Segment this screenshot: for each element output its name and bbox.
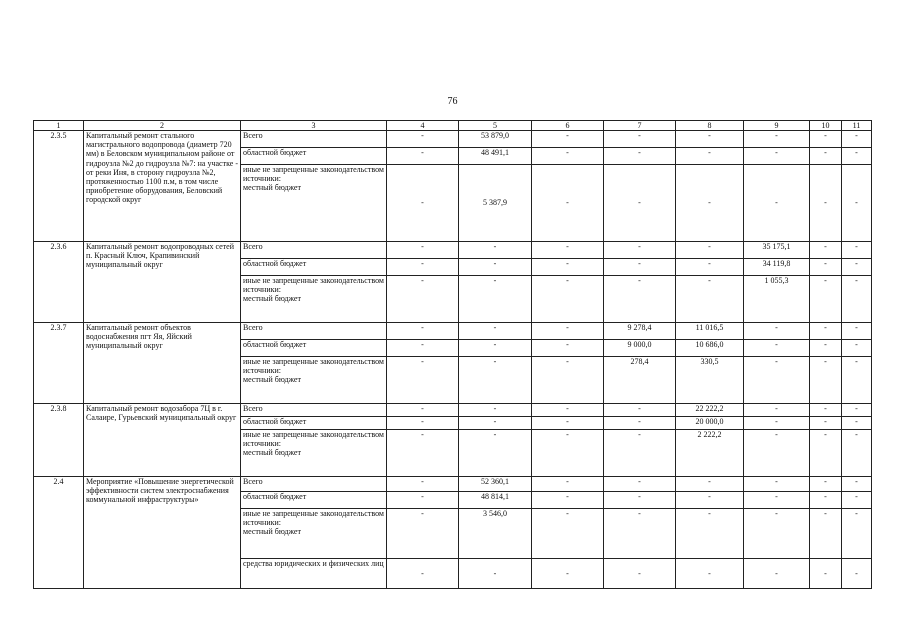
value-cell: - <box>810 242 842 259</box>
value-cell: - <box>604 276 676 323</box>
value-cell: - <box>387 357 459 404</box>
value-cell: - <box>387 509 459 559</box>
value-cell: - <box>387 340 459 357</box>
value-cell: - <box>459 417 532 430</box>
funding-source: иные не запрещенные законодательством источники: местный бюджет <box>241 165 387 242</box>
column-number: 8 <box>676 121 744 131</box>
value-cell: - <box>459 340 532 357</box>
column-number: 11 <box>842 121 872 131</box>
value-cell: - <box>676 509 744 559</box>
value-cell: - <box>459 323 532 340</box>
value-cell: - <box>744 323 810 340</box>
item-code: 2.3.6 <box>34 242 84 323</box>
value-cell: 278,4 <box>604 357 676 404</box>
funding-source: иные не запрещенные законодательством источники: местный бюджет <box>241 276 387 323</box>
value-cell: - <box>842 131 872 148</box>
value-cell: - <box>387 131 459 148</box>
value-cell: - <box>532 148 604 165</box>
funding-source: областной бюджет <box>241 417 387 430</box>
value-cell: - <box>532 357 604 404</box>
value-cell: 52 360,1 <box>459 477 532 492</box>
value-cell: - <box>532 131 604 148</box>
table-row <box>34 404 872 417</box>
item-description: Капитальный ремонт объектов водоснабжения пгт Яя, Яйский муниципальный округ <box>84 323 241 404</box>
value-cell: - <box>810 259 842 276</box>
value-cell: - <box>676 276 744 323</box>
value-cell: - <box>532 242 604 259</box>
value-cell: - <box>604 404 676 417</box>
value-cell: 3 546,0 <box>459 509 532 559</box>
value-cell: - <box>459 357 532 404</box>
value-cell: 5 387,9 <box>459 165 532 242</box>
budget-table <box>33 120 872 589</box>
value-cell: - <box>676 148 744 165</box>
table-body <box>34 131 872 589</box>
value-cell: - <box>810 430 842 477</box>
value-cell: - <box>842 242 872 259</box>
value-cell: - <box>387 165 459 242</box>
item-code: 2.3.7 <box>34 323 84 404</box>
value-cell: - <box>744 430 810 477</box>
value-cell: - <box>387 276 459 323</box>
value-cell: - <box>676 131 744 148</box>
value-cell: - <box>842 477 872 492</box>
value-cell: - <box>532 559 604 589</box>
value-cell: - <box>604 259 676 276</box>
value-cell: - <box>676 477 744 492</box>
column-number: 5 <box>459 121 532 131</box>
funding-source: средства юридических и физических лиц <box>241 559 387 589</box>
value-cell: - <box>810 492 842 509</box>
column-number: 9 <box>744 121 810 131</box>
value-cell: 11 016,5 <box>676 323 744 340</box>
value-cell: - <box>532 259 604 276</box>
value-cell: - <box>604 165 676 242</box>
value-cell: - <box>810 417 842 430</box>
value-cell: - <box>387 477 459 492</box>
value-cell: - <box>744 509 810 559</box>
value-cell: - <box>604 131 676 148</box>
value-cell: 35 175,1 <box>744 242 810 259</box>
item-code: 2.3.8 <box>34 404 84 477</box>
value-cell: - <box>604 148 676 165</box>
item-code: 2.4 <box>34 477 84 589</box>
value-cell: - <box>810 509 842 559</box>
value-cell: 20 000,0 <box>676 417 744 430</box>
value-cell: - <box>387 417 459 430</box>
value-cell: - <box>387 492 459 509</box>
value-cell: 53 879,0 <box>459 131 532 148</box>
table-row <box>34 323 872 340</box>
item-description: Капитальный ремонт водопроводных сетей п. Красный Ключ, Крапивинский муниципальный округ <box>84 242 241 323</box>
value-cell: - <box>744 559 810 589</box>
page-number: 76 <box>447 96 458 107</box>
value-cell: - <box>532 430 604 477</box>
value-cell: - <box>744 357 810 404</box>
value-cell: - <box>604 477 676 492</box>
value-cell: - <box>810 148 842 165</box>
value-cell: - <box>842 259 872 276</box>
funding-source: областной бюджет <box>241 340 387 357</box>
value-cell: - <box>810 165 842 242</box>
value-cell: - <box>810 131 842 148</box>
value-cell: - <box>744 131 810 148</box>
value-cell: - <box>459 242 532 259</box>
value-cell: - <box>842 404 872 417</box>
column-number: 2 <box>84 121 241 131</box>
value-cell: - <box>842 559 872 589</box>
value-cell: 10 686,0 <box>676 340 744 357</box>
funding-source: областной бюджет <box>241 148 387 165</box>
column-number: 7 <box>604 121 676 131</box>
value-cell: - <box>387 559 459 589</box>
value-cell: - <box>532 165 604 242</box>
value-cell: - <box>459 559 532 589</box>
value-cell: - <box>676 559 744 589</box>
value-cell: - <box>810 340 842 357</box>
value-cell: - <box>532 477 604 492</box>
value-cell: - <box>810 404 842 417</box>
value-cell: - <box>810 276 842 323</box>
value-cell: 1 055,3 <box>744 276 810 323</box>
value-cell: - <box>387 404 459 417</box>
value-cell: - <box>810 559 842 589</box>
value-cell: - <box>842 357 872 404</box>
value-cell: - <box>676 259 744 276</box>
value-cell: - <box>532 492 604 509</box>
column-number: 4 <box>387 121 459 131</box>
value-cell: - <box>532 276 604 323</box>
value-cell: - <box>459 259 532 276</box>
funding-source: Всего <box>241 404 387 417</box>
value-cell: 330,5 <box>676 357 744 404</box>
value-cell: - <box>744 417 810 430</box>
value-cell: - <box>842 417 872 430</box>
value-cell: 22 222,2 <box>676 404 744 417</box>
value-cell: - <box>744 165 810 242</box>
column-number: 10 <box>810 121 842 131</box>
value-cell: - <box>532 509 604 559</box>
table-row <box>34 131 872 148</box>
funding-source: Всего <box>241 323 387 340</box>
item-description: Мероприятие «Повышение энергетической эффективности систем электроснабжения коммунальной инфраструктуры» <box>84 477 241 589</box>
value-cell: - <box>604 509 676 559</box>
value-cell: - <box>842 276 872 323</box>
value-cell: - <box>604 242 676 259</box>
funding-source: областной бюджет <box>241 259 387 276</box>
value-cell: - <box>387 323 459 340</box>
value-cell: - <box>744 340 810 357</box>
value-cell: - <box>532 417 604 430</box>
value-cell: - <box>532 323 604 340</box>
value-cell: 48 814,1 <box>459 492 532 509</box>
funding-source: иные не запрещенные законодательством источники: местный бюджет <box>241 357 387 404</box>
value-cell: - <box>744 477 810 492</box>
column-number-row <box>34 121 872 131</box>
funding-source: иные не запрещенные законодательством источники: местный бюджет <box>241 430 387 477</box>
item-code: 2.3.5 <box>34 131 84 242</box>
value-cell: - <box>387 259 459 276</box>
value-cell: - <box>532 340 604 357</box>
funding-source: Всего <box>241 477 387 492</box>
value-cell: 48 491,1 <box>459 148 532 165</box>
value-cell: - <box>744 492 810 509</box>
item-description: Капитальный ремонт стального магистрального водопровода (диаметр 720 мм) в Беловском муниципальном районе от гидроузла №2 до гидроузла №7: на участке - от реки Иня, в сторону гидроузла №2, протяженностью 1100 п.м, в том числе приобретение оборудования, Беловский городской округ <box>84 131 241 242</box>
value-cell: 2 222,2 <box>676 430 744 477</box>
item-description: Капитальный ремонт водозабора 7Ц в г. Салаире, Гурьевский муниципальный округ <box>84 404 241 477</box>
value-cell: - <box>532 404 604 417</box>
value-cell: - <box>604 559 676 589</box>
value-cell: 9 000,0 <box>604 340 676 357</box>
value-cell: - <box>387 148 459 165</box>
value-cell: - <box>744 148 810 165</box>
value-cell: - <box>676 165 744 242</box>
value-cell: - <box>459 430 532 477</box>
value-cell: - <box>604 430 676 477</box>
value-cell: - <box>387 242 459 259</box>
value-cell: 9 278,4 <box>604 323 676 340</box>
value-cell: 34 119,8 <box>744 259 810 276</box>
value-cell: - <box>842 323 872 340</box>
value-cell: - <box>810 357 842 404</box>
funding-source: Всего <box>241 242 387 259</box>
column-number: 6 <box>532 121 604 131</box>
value-cell: - <box>676 492 744 509</box>
value-cell: - <box>459 276 532 323</box>
value-cell: - <box>744 404 810 417</box>
column-number: 3 <box>241 121 387 131</box>
value-cell: - <box>387 430 459 477</box>
value-cell: - <box>604 492 676 509</box>
value-cell: - <box>842 340 872 357</box>
funding-source: Всего <box>241 131 387 148</box>
table-row <box>34 477 872 492</box>
value-cell: - <box>810 477 842 492</box>
value-cell: - <box>842 492 872 509</box>
value-cell: - <box>842 430 872 477</box>
table-row <box>34 242 872 259</box>
value-cell: - <box>842 148 872 165</box>
value-cell: - <box>459 404 532 417</box>
value-cell: - <box>604 417 676 430</box>
value-cell: - <box>842 165 872 242</box>
funding-source: иные не запрещенные законодательством источники: местный бюджет <box>241 509 387 559</box>
value-cell: - <box>676 242 744 259</box>
value-cell: - <box>810 323 842 340</box>
column-number: 1 <box>34 121 84 131</box>
funding-source: областной бюджет <box>241 492 387 509</box>
value-cell: - <box>842 509 872 559</box>
